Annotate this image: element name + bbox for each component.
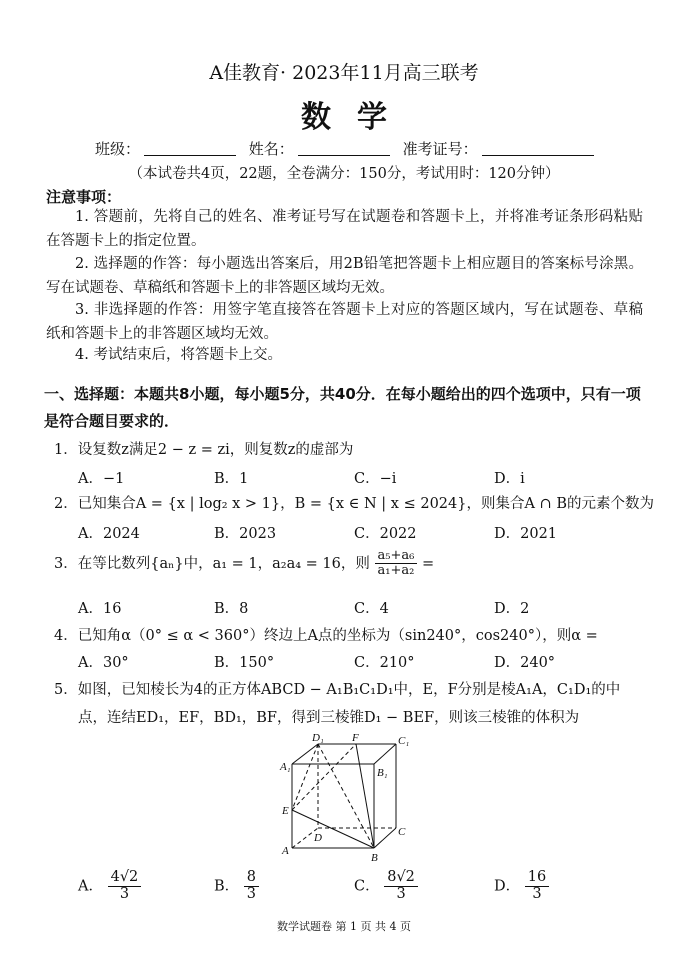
exam-no-label: 准考证号： [402, 140, 478, 158]
name-label: 姓名： [248, 140, 294, 158]
q2-option-d: D．2021 [494, 526, 558, 542]
label-C1: C₁ [398, 735, 410, 747]
name-blank [298, 141, 390, 156]
q5-stem-line-1: 5．如图，已知棱长为4的正方体ABCD − A₁B₁C₁D₁中，E，F分别是棱A₁A，C₁D₁的中 [54, 682, 621, 698]
q5-option-d-frac [525, 870, 549, 903]
q5-option-c-num: 8√2 [384, 870, 418, 887]
q5-option-d-den: 3 [532, 885, 542, 902]
q5-option-c-frac [384, 870, 418, 903]
q3-option-d: D．2 [494, 601, 530, 617]
q3-frac-num: a₅+a₆ [375, 549, 418, 564]
q5-option-b-frac [244, 870, 259, 903]
q2-option-c: C．2022 [354, 526, 417, 542]
label-A: A [282, 845, 289, 857]
q5-option-d-num: 16 [525, 870, 549, 887]
notice-item-4: 4. 考试结束后，将答题卡上交。 [75, 347, 282, 363]
q3-option-b: B．8 [214, 601, 249, 617]
q5-stem-line-2: 点，连结ED₁，EF，BD₁，BF，得到三棱锥D₁ − BEF，则该三棱锥的体积为 [78, 710, 580, 726]
q1-option-b: B．1 [214, 471, 249, 487]
student-info-line [95, 138, 602, 159]
q3-frac-den: a₁+a₂ [377, 563, 415, 579]
q3-option-a: A．16 [78, 601, 122, 617]
q3-stem [54, 549, 434, 579]
q5-option-a [78, 870, 141, 903]
q4-option-a: A．30° [78, 655, 129, 671]
class-label: 班级： [95, 140, 141, 158]
q5-option-c-letter: C． [354, 878, 380, 895]
exam-meta: （本试卷共4页，22题，全卷满分：150分，考试用时：120分钟） [128, 166, 560, 182]
q5-option-b-num: 8 [244, 870, 259, 887]
q1-option-c: C．−i [354, 471, 397, 487]
label-F: F [352, 732, 359, 744]
notice-item-1: 1. 答题前，先将自己的姓名、准考证号写在试题卷和答题卡上，并将准考证条形码粘贴在答题卡上的指定位置。 [46, 209, 643, 249]
cube-figure [270, 728, 420, 868]
notice-item-3: 3. 非选择题的作答：用签字笔直接答在答题卡上对应的答题区域内，写在试题卷、草稿纸和答题卡上的非答题区域均无效。 [46, 302, 643, 342]
subject-title: 数学 [301, 100, 413, 135]
notice-heading: 注意事项： [46, 188, 122, 206]
q2-stem: 2．已知集合A = {x | log₂ x > 1}，B = {x ∈ N | x ≤ 2024}，则集合A ∩ B的元素个数为 [54, 496, 654, 512]
notice-item-2: 2. 选择题的作答：每小题选出答案后，用2B铅笔把答题卡上相应题目的答案标号涂黑。写在试题卷、草稿纸和答题卡上的非答题区域均无效。 [46, 256, 643, 296]
q3-stem-pre: 3．在等比数列{aₙ}中，a₁ = 1，a₂a₄ = 16，则 [54, 555, 370, 572]
q5-option-a-letter: A． [78, 878, 103, 895]
label-C: C [398, 826, 406, 838]
q5-option-c [354, 870, 418, 903]
q5-option-a-num: 4√2 [108, 870, 142, 887]
q2-option-b: B．2023 [214, 526, 277, 542]
q5-option-a-frac [108, 870, 142, 903]
q2-option-a: A．2024 [78, 526, 140, 542]
exam-no-blank [482, 141, 594, 156]
q5-option-b [214, 870, 259, 903]
q5-option-b-den: 3 [246, 885, 256, 902]
section-1-heading: 一、选择题：本题共8小题，每小题5分，共40分．在每小题给出的四个选项中，只有一项是符合题目要求的． [44, 385, 641, 430]
q4-stem: 4．已知角α（0° ≤ α < 360°）终边上A点的坐标为（sin240°，cos240°），则α = [54, 628, 598, 644]
page-footer: 数学试题卷 第 1 页 共 4 页 [277, 920, 411, 933]
label-E: E [282, 805, 289, 817]
q4-option-b: B．150° [214, 655, 275, 671]
class-blank [144, 141, 236, 156]
q5-option-b-letter: B． [214, 878, 240, 895]
exam-title: A佳教育· 2023年11月高三联考 [209, 62, 479, 84]
q4-option-c: C．210° [354, 655, 415, 671]
q5-option-a-den: 3 [119, 885, 130, 902]
label-D1: D₁ [312, 732, 324, 744]
q5-option-d-letter: D． [494, 878, 521, 895]
label-D: D [314, 832, 322, 844]
q1-stem: 1．设复数z满足2 − z = zi，则复数z的虚部为 [54, 442, 354, 458]
q5-option-d [494, 870, 549, 903]
q3-option-c: C．4 [354, 601, 389, 617]
q4-option-d: D．240° [494, 655, 556, 671]
q1-option-a: A．−1 [78, 471, 125, 487]
label-B: B [371, 852, 378, 864]
q5-option-c-den: 3 [396, 885, 406, 902]
label-A1: A₁ [280, 761, 291, 773]
q1-option-d: D．i [494, 471, 525, 487]
label-B1: B₁ [377, 767, 388, 779]
q3-fraction [375, 549, 418, 579]
q3-stem-post: = [421, 555, 435, 572]
